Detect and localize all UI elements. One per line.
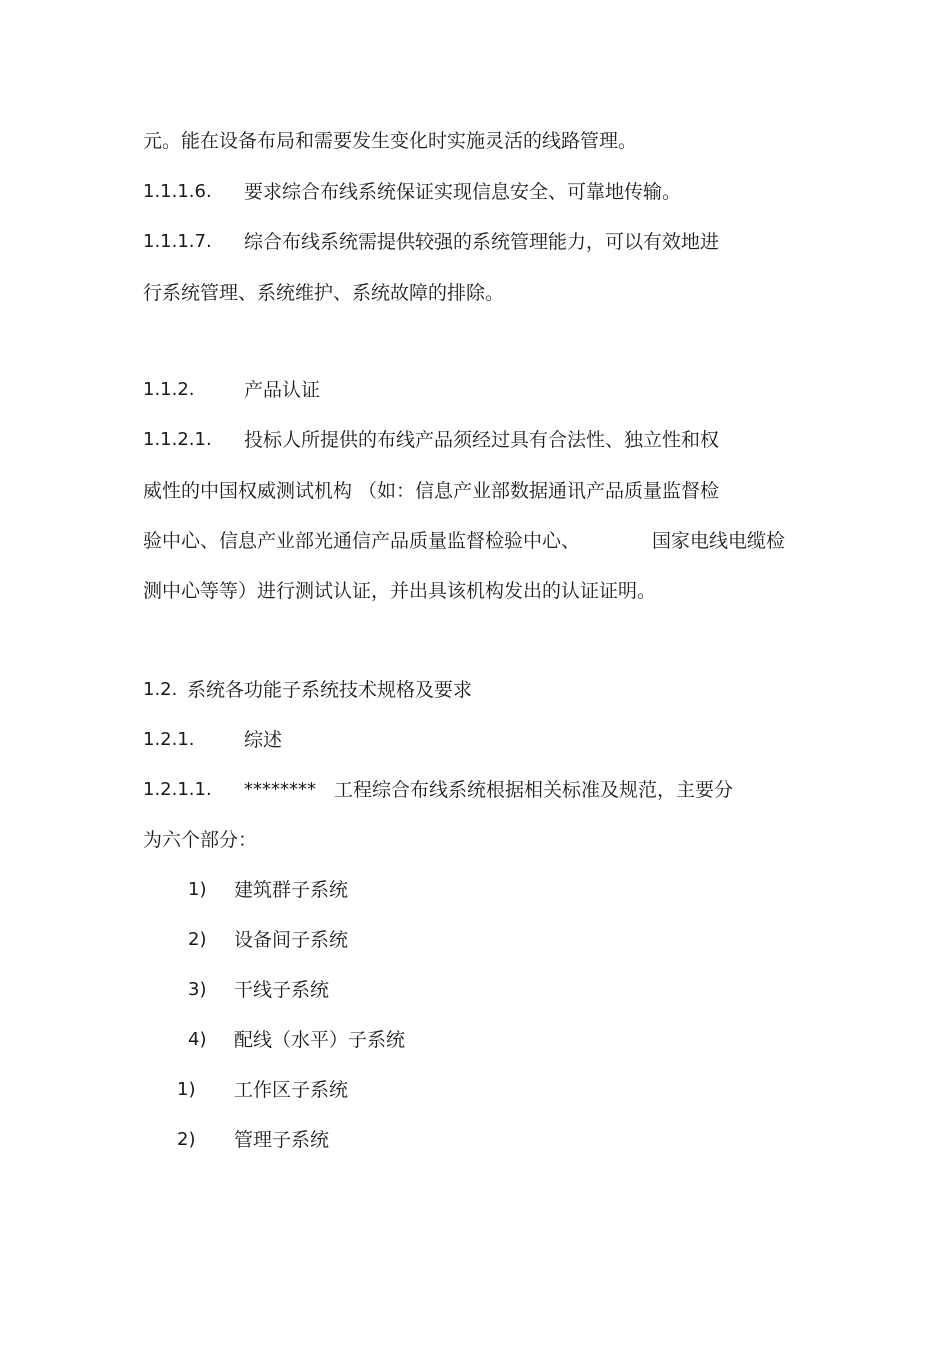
section-text-continuation: 威性的中国权威测试机构 （如：信息产业部数据通讯产品质量监督检 — [143, 480, 720, 502]
list-item-number: 1) — [188, 879, 207, 900]
section-heading: 产品认证 — [244, 379, 321, 401]
list-item-number: 3) — [188, 979, 207, 1000]
list-item-number: 1) — [177, 1079, 196, 1100]
list-item-number: 2) — [177, 1129, 196, 1150]
list-item: 建筑群子系统 — [234, 879, 349, 901]
list-item: 管理子系统 — [234, 1129, 330, 1151]
list-item: 干线子系统 — [234, 979, 330, 1001]
section-number: 1.1.2. — [143, 379, 195, 400]
section-text-continuation: 测中心等等）进行测试认证，并出具该机构发出的认证证明。 — [143, 580, 657, 602]
section-number: 1.1.2.1. — [143, 429, 212, 450]
section-number: 1.1.1.6. — [143, 181, 212, 202]
section-text-continuation: 验中心、信息产业部光通信产品质量监督检验中心、 — [143, 530, 581, 552]
section-text: 综合布线系统需提供较强的系统管理能力，可以有效地进 — [244, 231, 720, 253]
section-text: 投标人所提供的布线产品须经过具有合法性、独立性和权 — [244, 429, 720, 451]
list-item: 设备间子系统 — [234, 929, 349, 951]
section-heading: 系统各功能子系统技术规格及要求 — [187, 679, 473, 701]
section-number: 1.2.1.1. — [143, 779, 212, 800]
list-item-number: 4) — [188, 1029, 207, 1050]
section-text-continuation: 国家电线电缆检 — [652, 530, 786, 552]
list-item: 配线（水平）子系统 — [234, 1029, 406, 1051]
paragraph-continuation: 元。能在设备布局和需要发生变化时实施灵活的线路管理。 — [143, 130, 638, 152]
section-number: 1.1.1.7. — [143, 231, 212, 252]
section-heading: 综述 — [244, 729, 283, 751]
redacted-name: ******** — [244, 779, 316, 800]
section-text: 要求综合布线系统保证实现信息安全、可靠地传输。 — [244, 181, 682, 203]
section-text-continuation: 行系统管理、系统维护、系统故障的排除。 — [143, 282, 505, 304]
section-number: 1.2.1. — [143, 729, 195, 750]
section-number: 1.2. — [143, 679, 178, 700]
section-text-continuation: 为六个部分： — [143, 829, 258, 851]
list-item-number: 2) — [188, 929, 207, 950]
list-item: 工作区子系统 — [234, 1079, 349, 1101]
section-text: 工程综合布线系统根据相关标准及规范，主要分 — [334, 779, 734, 801]
